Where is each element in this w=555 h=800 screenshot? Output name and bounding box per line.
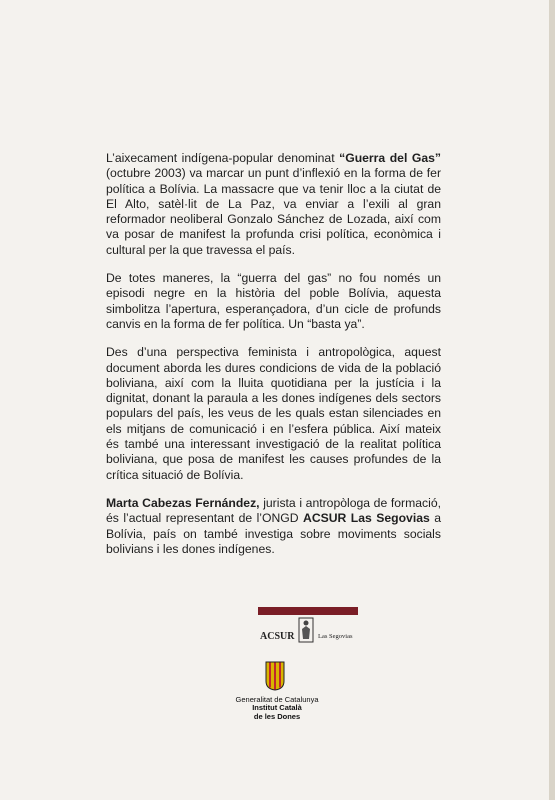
acsur-subtitle: Las Segovias [318, 633, 353, 640]
paragraph-4 [106, 496, 441, 557]
book-edge [549, 0, 555, 800]
org-name: ACSUR Las Segovias [303, 511, 430, 526]
p4-text-d: a Bolívia, país on també investiga sobre moviments socials bolivians i les dones indígenes. [106, 511, 441, 556]
acsur-name: ACSUR [260, 631, 295, 642]
paragraph-1 [106, 151, 441, 258]
paragraph-2: De totes maneres, la “guerra del gas” no fou només un episodi negre en la història del poble Bolívia, aquesta simbolitza l’apertura, esperançadora, d’un cicle de profunds canvis en la forma de fer política. Un “basta ya”. [106, 271, 441, 331]
acsur-logo-bar [258, 607, 358, 615]
p1-text-a: L’aixecament indígena-popular denominat [106, 151, 340, 165]
acsur-logo [258, 607, 358, 644]
generalitat-line-1: Generalitat de Catalunya [235, 695, 319, 704]
p4-text-b: jurista i antropòloga de formació, és l’actual representant de l’ONGD [106, 495, 441, 526]
acsur-figure-icon [298, 617, 314, 643]
author-name: Marta Cabezas Fernández, [106, 495, 260, 510]
paragraph-3: Des d’una perspectiva feminista i antropològica, aquest document aborda les dures condicions de vida de la població boliviana, així com la lluita quotidiana per la justícia i la dignitat, donant la paraula a les dones indígenes dels sectors populars del país, les veus de les quals estan silenciades en els mitjans de comunicació i en l’esfera pública. Així mateix és també una interessant investigació de la realitat política boliviana, que posa de manifest les causes profundes de la crítica situació de Bolívia. [106, 345, 441, 482]
catalonia-shield-icon [265, 661, 285, 691]
generalitat-label [232, 696, 322, 721]
p1-bold: “Guerra del Gas” [339, 151, 442, 165]
acsur-logo-box [258, 615, 358, 643]
blurb-text [106, 151, 441, 570]
generalitat-line-3: de les Dones [253, 711, 301, 721]
generalitat-line-2: Institut Català [252, 703, 302, 713]
p1-text-c: (octubre 2003) va marcar un punt d’inflexió en la forma de fer política a Bolívia. La massacre que va tenir lloc a la ciutat de El Alto, satèl·lit de La Paz, va enviar a l’exili al gran reformador neoliberal Gonzalo Sánchez de Lozada, així com va posar de manifest la profunda crisi política, econòmica i cultural per la que travessa el país. [106, 166, 441, 257]
